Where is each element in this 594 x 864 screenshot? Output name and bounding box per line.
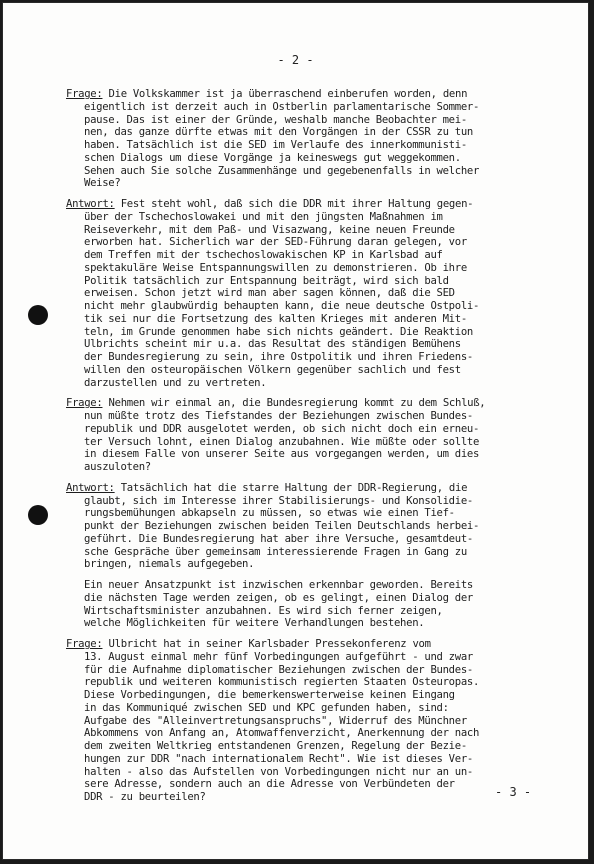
text-line: bringen, niemals aufgegeben. [84, 558, 255, 571]
text-line: sere Adresse, sondern auch an die Adresse von Verbündeten der [84, 778, 455, 791]
text-line: halten - also das Aufstellen von Vorbedingungen nicht nur an un- [84, 765, 473, 778]
text-line: erworben hat. Sicherlich war der SED-Führung daran gelegen, vor [84, 236, 467, 249]
text-line: ter Versuch lohnt, einen Dialog anzubahnen. Wie müßte oder sollte [84, 435, 480, 448]
text-line [66, 88, 548, 101]
question-block [66, 638, 548, 804]
text-line: Ein neuer Ansatzpunkt ist inzwischen erkennbar geworden. Bereits [84, 579, 473, 591]
punch-hole [28, 305, 48, 325]
text-line: glaubt, sich im Interesse ihrer Stabilisierungs- und Konsolidie- [84, 494, 473, 507]
text-line: geführt. Die Bundesregierung hat aber ihre Versuche, gesamtdeut- [84, 532, 473, 545]
page-number: - 2 - [277, 53, 314, 67]
text-line: 13. August einmal mehr fünf Vorbedingungen aufgeführt - und zwar [84, 650, 473, 663]
text-line: spektakuläre Weise Entspannungswillen zu demonstrieren. Ob ihre [84, 261, 467, 274]
text-line: die nächsten Tage werden zeigen, ob es gelingt, einen Dialog der [84, 591, 473, 604]
text-line: auszuloten? [84, 461, 151, 473]
question-block [66, 397, 548, 474]
document-page [2, 2, 589, 860]
text-line: darzustellen und zu vertreten. [84, 376, 267, 389]
text-line: tik sei nur die Fortsetzung des kalten Krieges mit anderen Mit- [84, 312, 467, 325]
text-line: Aufgabe des "Alleinvertretungsanspruchs", Widerruf des Münchner [84, 714, 467, 727]
text-line: der Bundesregierung zu sein, ihre Ostpolitik und ihren Friedens- [84, 351, 473, 363]
text-line: DDR - zu beurteilen? [84, 791, 206, 803]
answer-block [66, 482, 548, 630]
text-line-body: Fest steht wohl, daß sich die DDR mit ihrer Haltung gegen- [114, 198, 474, 210]
question-label: Frage: [66, 397, 103, 410]
text-line: Ulbrichts scheint mir u.a. das Resultat des ständigen Bemühens [84, 338, 461, 351]
text-line: in diesem Falle von unserer Seite aus vorgegangen werden, um dies [84, 448, 480, 461]
text-line: Diese Vorbedingungen, die bemerkenswerterweise keinen Eingang [84, 689, 455, 701]
text-line: dem zweiten Weltkrieg entstandenen Grenzen, Regelung der Bezie- [84, 740, 467, 752]
text-line: republik und weiteren kommunistisch regierten Staaten Osteuropas. [84, 676, 480, 689]
text-line: schen Dialogs um diese Vorgänge ja keineswegs gut weggekommen. [84, 151, 461, 164]
answer-block [66, 198, 548, 389]
answer-label: Antwort: [66, 198, 115, 210]
answer-label: Antwort: [66, 481, 115, 494]
text-line: nen, das ganze dürfte etwas mit den Vorgängen in der CSSR zu tun [84, 126, 473, 139]
text-line: über der Tschechoslowakei und mit den jüngsten Maßnahmen im [84, 210, 443, 223]
text-line: pause. Das ist einer der Gründe, weshalb manche Beobachter mei- [84, 113, 467, 126]
text-line: willen den osteuropäischen Völkern gegenüber sachlich und fest [84, 363, 461, 376]
text-line: Wirtschaftsminister anzubahnen. Es wird sich ferner zeigen, [84, 604, 443, 617]
text-line-body: Nehmen wir einmal an, die Bundesregierung kommt zu dem Schluß, [102, 397, 486, 410]
text-line: republik und DDR ausgelotet werden, ob sich nicht doch ein erneu- [84, 422, 480, 435]
next-page-marker: - 3 - [495, 785, 532, 799]
text-line [66, 638, 548, 651]
text-line: haben. Tatsächlich ist die SED im Verlaufe des innerkommunisti- [84, 139, 467, 151]
text-line: Reiseverkehr, mit dem Paß- und Visazwang, keine neuen Freunde [84, 223, 455, 236]
text-line: Abkommens von Anfang an, Atomwaffenverzicht, Anerkennung der nach [84, 727, 480, 740]
text-line: in das Kommuniqué zwischen SED und KPC gefunden haben, sind: [84, 701, 449, 714]
text-line: hungen zur DDR "nach internationalem Recht". Wie ist dieses Ver- [84, 752, 473, 765]
text-line: eigentlich ist derzeit auch in Ostberlin parlamentarische Sommer- [84, 100, 480, 113]
text-line: erweisen. Schon jetzt wird man aber sagen können, daß die SED [84, 287, 455, 300]
text-line: Weise? [84, 177, 121, 190]
punch-hole [28, 505, 48, 525]
question-label: Frage: [66, 638, 103, 650]
text-line: Politik tatsächlich zur Entspannung beiträgt, wird sich bald [84, 274, 449, 287]
text-line: nun müßte trotz des Tiefstandes der Beziehungen zwischen Bundes- [84, 410, 473, 422]
text-line [66, 397, 548, 410]
text-line [66, 482, 548, 495]
text-line: teln, im Grunde genommen habe sich nichts geändert. Die Reaktion [84, 325, 473, 338]
interview-text [66, 88, 548, 812]
text-line: für die Aufnahme diplomatischer Beziehungen zwischen der Bundes- [84, 663, 473, 676]
text-line: dem Treffen mit der tschechoslowakischen KP in Karlsbad auf [84, 249, 443, 261]
text-line [66, 198, 548, 211]
text-line: sche Gespräche über gemeinsam interessierende Fragen in Gang zu [84, 545, 467, 558]
text-line-body: Die Volkskammer ist ja überraschend einberufen worden, denn [102, 88, 468, 100]
question-block [66, 88, 548, 190]
text-line-body: Tatsächlich hat die starre Haltung der DDR-Regierung, die [114, 481, 468, 494]
text-line: welche Möglichkeiten für weitere Verhandlungen bestehen. [84, 617, 425, 630]
text-line-body: Ulbricht hat in seiner Karlsbader Pressekonferenz vom [102, 638, 431, 650]
text-line: rungsbemühungen abkapseln zu müssen, so etwas wie einen Tief- [84, 507, 455, 520]
question-label: Frage: [66, 88, 103, 100]
text-line: punkt der Beziehungen zwischen beiden Teilen Deutschlands herbei- [84, 520, 480, 532]
text-line: Sehen auch Sie solche Zusammenhänge und gegebenenfalls in welcher [84, 164, 480, 177]
text-line: nicht mehr glaubwürdig behaupten kann, die neue deutsche Ostpoli- [84, 300, 480, 312]
